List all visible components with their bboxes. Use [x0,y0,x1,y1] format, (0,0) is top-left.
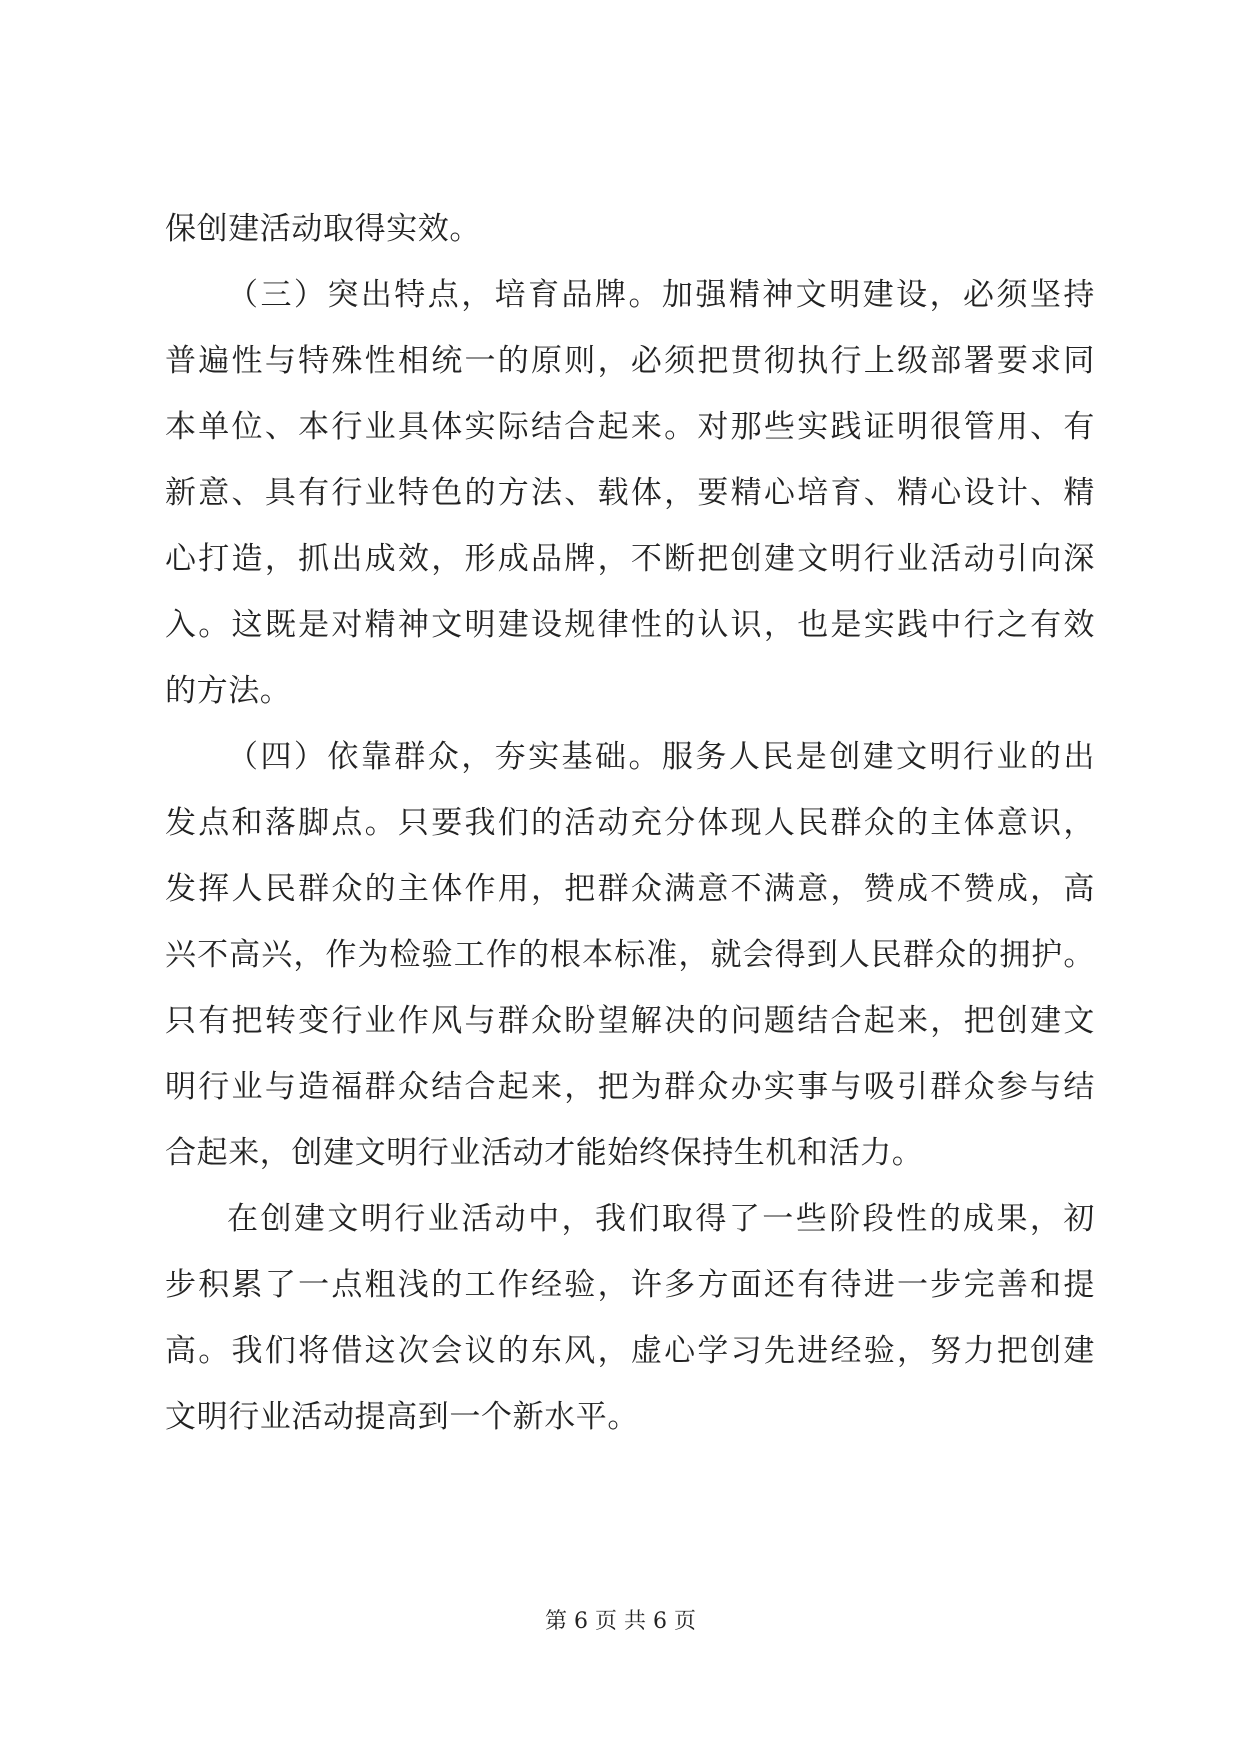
text-line: 步积累了一点粗浅的工作经验，许多方面还有待进一步完善和提 [165,1267,1095,1303]
text-line: 的方法。 [165,673,292,709]
text-line: 发点和落脚点。只要我们的活动充分体现人民群众的主体意识， [165,805,1095,841]
document-body [165,204,1095,1458]
text-line: 保创建活动取得实效。 [165,211,481,247]
text-line: 本单位、本行业具体实际结合起来。对那些实践证明很管用、有 [165,409,1095,445]
text-line: 明行业与造福群众结合起来，把为群众办实事与吸引群众参与结 [165,1069,1095,1105]
text-line: 新意、具有行业特色的方法、载体，要精心培育、精心设计、精 [165,475,1095,511]
text-line: 高。我们将借这次会议的东风，虚心学习先进经验，努力把创建 [165,1333,1095,1369]
text-line: 只有把转变行业作风与群众盼望解决的问题结合起来，把创建文 [165,1003,1095,1039]
text-line: （四）依靠群众，夯实基础。服务人民是创建文明行业的出 [227,739,1095,775]
text-line: 普遍性与特殊性相统一的原则，必须把贯彻执行上级部署要求同 [165,343,1095,379]
text-line: 入。这既是对精神文明建设规律性的认识，也是实践中行之有效 [165,607,1095,643]
text-line: 在创建文明行业活动中，我们取得了一些阶段性的成果，初 [227,1201,1095,1237]
text-line: 合起来，创建文明行业活动才能始终保持生机和活力。 [165,1135,924,1171]
text-line: 心打造，抓出成效，形成品牌，不断把创建文明行业活动引向深 [165,541,1095,577]
text-line: （三）突出特点，培育品牌。加强精神文明建设，必须坚持 [227,277,1095,313]
text-line: 文明行业活动提高到一个新水平。 [165,1399,639,1435]
text-line: 兴不高兴，作为检验工作的根本标准，就会得到人民群众的拥护。 [165,937,1095,973]
page-number-footer: 第 6 页 共 6 页 [545,1609,696,1634]
text-line: 发挥人民群众的主体作用，把群众满意不满意，赞成不赞成，高 [165,871,1095,907]
